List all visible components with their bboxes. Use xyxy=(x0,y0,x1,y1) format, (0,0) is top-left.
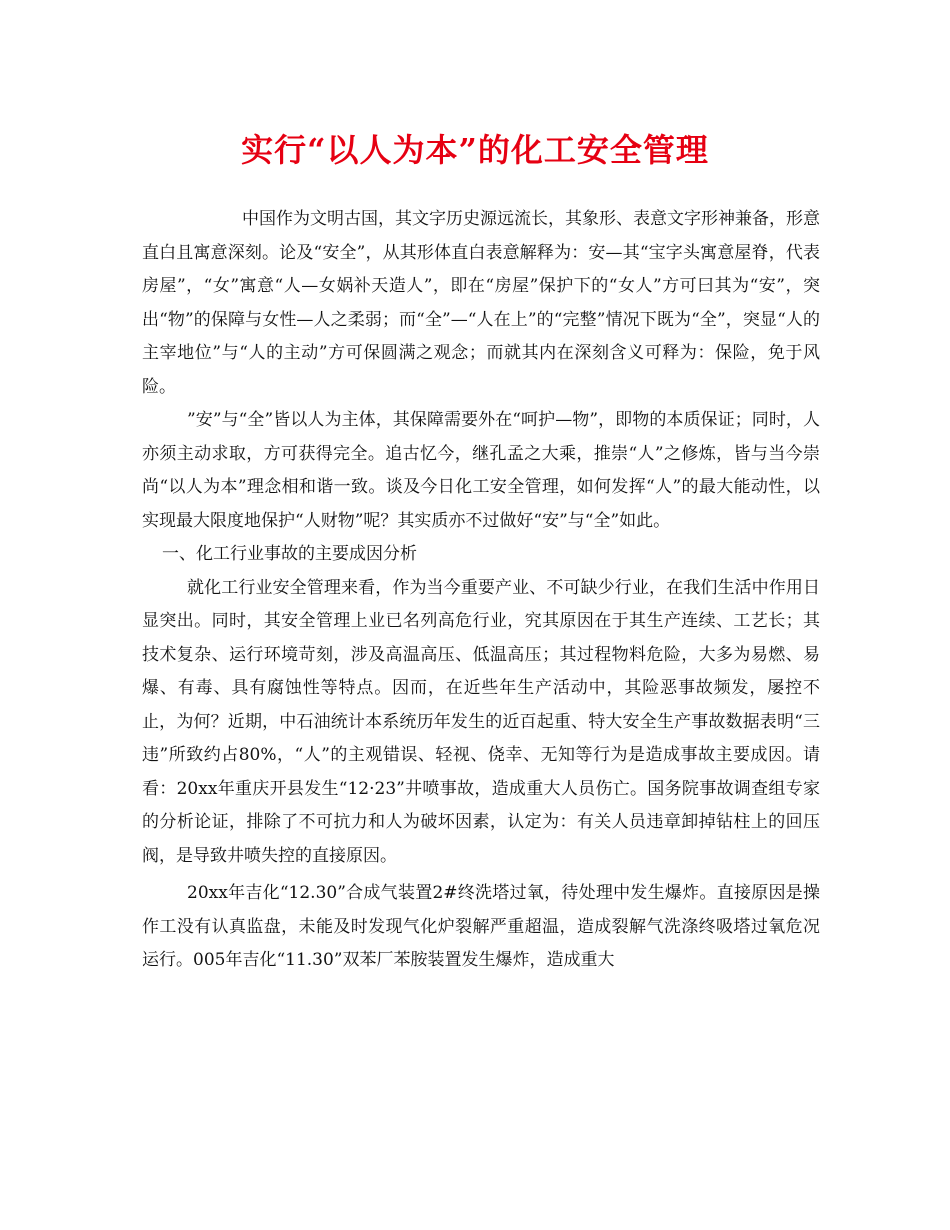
paragraph-an-quan: ”安”与“全”皆以人为主体，其保障需要外在“呵护—物”，即物的本质保证；同时，人亦须主动求取，方可获得完全。追古忆今，继孔孟之大乘，推崇“人”之修炼，皆与当今崇尚“以人为本”理念相和谐一致。谈及今日化工安全管理，如何发挥“人”的最大能动性，以实现最大限度地保护“人财物”呢？其实质亦不过做好“安”与“全”如此。 xyxy=(142,410,820,531)
document-title: 实行“以人为本”的化工安全管理 xyxy=(241,131,709,169)
section-heading: 一、化工行业事故的主要成因分析 xyxy=(162,544,417,564)
paragraph-jihua-cases: 20xx年吉化“12.30”合成气装置2#终洗塔过氧，待处理中发生爆炸。直接原因是操作工没有认真监盘，未能及时发现气化炉裂解严重超温，造成裂解气洗涤终吸塔过氧危况运行。005年吉化“11.30”双苯厂苯胺装置发生爆炸，造成重大 xyxy=(142,883,820,970)
document-body xyxy=(142,203,820,978)
paragraph-accident-analysis: 就化工行业安全管理来看，作为当今重要产业、不可缺少行业，在我们生活中作用日显突出。同时，其安全管理上业已名列高危行业，究其原因在于其生产连续、工艺长；其技术复杂、运行环境苛刻，涉及高温高压、低温高压；其过程物料危险，大多为易燃、易爆、有毒、具有腐蚀性等特点。因而，在近些年生产活动中，其险恶事故频发，屡控不止，为何？近期，中石油统计本系统历年发生的近百起重、特大安全生产事故数据表明“三违”所致约占80%，“人”的主观错误、轻视、侥幸、无知等行为是造成事故主要成因。请看：20xx年重庆开县发生“12·23”井喷事故，造成重大人员伤亡。国务院事故调查组专家的分析论证，排除了不可抗力和人为破坏因素，认定为：有关人员违章卸掉钻柱上的回压阀，是导致井喷失控的直接原因。 xyxy=(142,577,820,866)
paragraph-intro: 中国作为文明古国，其文字历史源远流长，其象形、表意文字形神兼备，形意直白且寓意深刻。论及“安全”，从其形体直白表意解释为：安—其“宝字头寓意屋脊，代表房屋”，“女”寓意“人—女娲补天造人”，即在“房屋”保护下的“女人”方可曰其为“安”，突出“物”的保障与女性—人之柔弱；而“全”—“人在上”的“完整”情况下既为“全”，突显“人的主宰地位”与“人的主动”方可保圆满之观念；而就其内在深刻含义可释为：保险，免于风险。 xyxy=(142,209,820,397)
